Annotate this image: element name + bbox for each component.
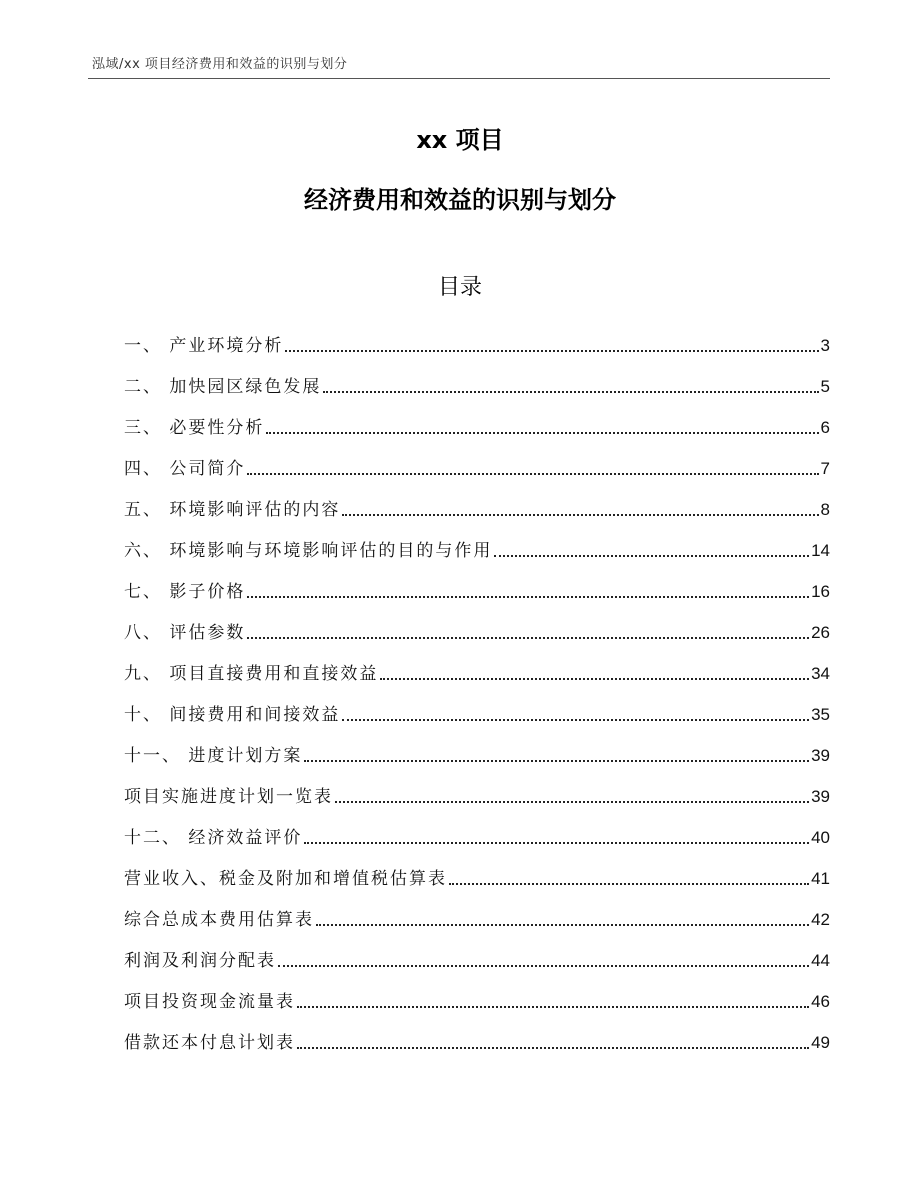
toc-entry-label: 项目实施进度计划一览表	[124, 787, 333, 807]
toc-entry-page: 26	[811, 623, 830, 642]
toc-entry-label: 二、 加快园区绿色发展	[124, 377, 322, 397]
running-header: 泓域/xx 项目经济费用和效益的识别与划分	[92, 57, 348, 72]
dot-leader	[304, 760, 809, 762]
toc-entry-page: 40	[811, 828, 830, 847]
toc-entry-label: 四、 公司简介	[124, 459, 246, 479]
dot-leader	[304, 842, 809, 844]
toc-entry-label: 九、 项目直接费用和直接效益	[124, 664, 379, 684]
toc-entry-label: 十一、 进度计划方案	[124, 746, 303, 766]
toc-entry-page: 46	[811, 992, 830, 1011]
toc-entry[interactable]	[124, 485, 830, 526]
dot-leader	[342, 514, 818, 516]
toc-entry-page: 34	[811, 664, 830, 683]
toc-entry-label: 五、 环境影响评估的内容	[124, 500, 341, 520]
toc-entry-page: 42	[811, 910, 830, 929]
toc-entry-label: 三、 必要性分析	[124, 418, 265, 438]
toc-entry-label: 六、 环境影响与环境影响评估的目的与作用	[124, 541, 493, 561]
toc-entry[interactable]	[124, 321, 830, 362]
dot-leader	[247, 596, 809, 598]
dot-leader	[335, 801, 809, 803]
dot-leader	[297, 1047, 809, 1049]
toc-entry[interactable]	[124, 731, 830, 772]
dot-leader	[316, 924, 809, 926]
toc-entry-page: 3	[820, 336, 830, 355]
toc-entry-label: 十二、 经济效益评价	[124, 828, 303, 848]
toc-entry[interactable]	[124, 362, 830, 403]
dot-leader	[278, 965, 809, 967]
toc-entry-label: 十、 间接费用和间接效益	[124, 705, 341, 725]
toc-entry[interactable]	[124, 403, 830, 444]
dot-leader	[247, 637, 809, 639]
dot-leader	[266, 432, 818, 434]
toc-entry[interactable]	[124, 567, 830, 608]
toc-entry[interactable]	[124, 608, 830, 649]
toc-entry-page: 8	[820, 500, 830, 519]
dot-leader	[342, 719, 809, 721]
toc-entry-page: 49	[811, 1033, 830, 1052]
header-divider	[88, 78, 830, 79]
toc-entry[interactable]	[124, 772, 830, 813]
toc-entry-page: 7	[820, 459, 830, 478]
toc-entry-label: 项目投资现金流量表	[124, 992, 295, 1012]
toc-entry[interactable]	[124, 854, 830, 895]
dot-leader	[449, 883, 809, 885]
dot-leader	[380, 678, 809, 680]
dot-leader	[285, 350, 818, 352]
toc-entry-page: 14	[811, 541, 830, 560]
toc-entry[interactable]	[124, 444, 830, 485]
toc-entry[interactable]	[124, 895, 830, 936]
dot-leader	[323, 391, 818, 393]
toc-entry-page: 35	[811, 705, 830, 724]
toc-entry-label: 一、 产业环境分析	[124, 336, 284, 356]
toc-entry[interactable]	[124, 1018, 830, 1059]
toc-entry-page: 16	[811, 582, 830, 601]
toc-entry[interactable]	[124, 526, 830, 567]
toc-entry[interactable]	[124, 690, 830, 731]
table-of-contents	[124, 321, 830, 1059]
toc-entry[interactable]	[124, 649, 830, 690]
toc-entry-label: 营业收入、税金及附加和增值税估算表	[124, 869, 447, 889]
toc-entry-page: 5	[820, 377, 830, 396]
toc-entry-page: 44	[811, 951, 830, 970]
toc-heading: 目录	[437, 275, 482, 300]
toc-entry-page: 39	[811, 787, 830, 806]
document-title-project: xx 项目	[416, 126, 504, 154]
toc-entry-label: 七、 影子价格	[124, 582, 246, 602]
dot-leader	[247, 473, 818, 475]
toc-entry[interactable]	[124, 813, 830, 854]
dot-leader	[297, 1006, 809, 1008]
toc-entry[interactable]	[124, 977, 830, 1018]
toc-entry-label: 利润及利润分配表	[124, 951, 276, 971]
toc-entry-label: 借款还本付息计划表	[124, 1033, 295, 1053]
document-title-subject: 经济费用和效益的识别与划分	[304, 186, 616, 214]
dot-leader	[494, 555, 809, 557]
toc-entry-page: 39	[811, 746, 830, 765]
toc-entry-page: 6	[820, 418, 830, 437]
toc-entry-page: 41	[811, 869, 830, 888]
toc-entry-label: 综合总成本费用估算表	[124, 910, 314, 930]
toc-entry[interactable]	[124, 936, 830, 977]
toc-entry-label: 八、 评估参数	[124, 623, 246, 643]
